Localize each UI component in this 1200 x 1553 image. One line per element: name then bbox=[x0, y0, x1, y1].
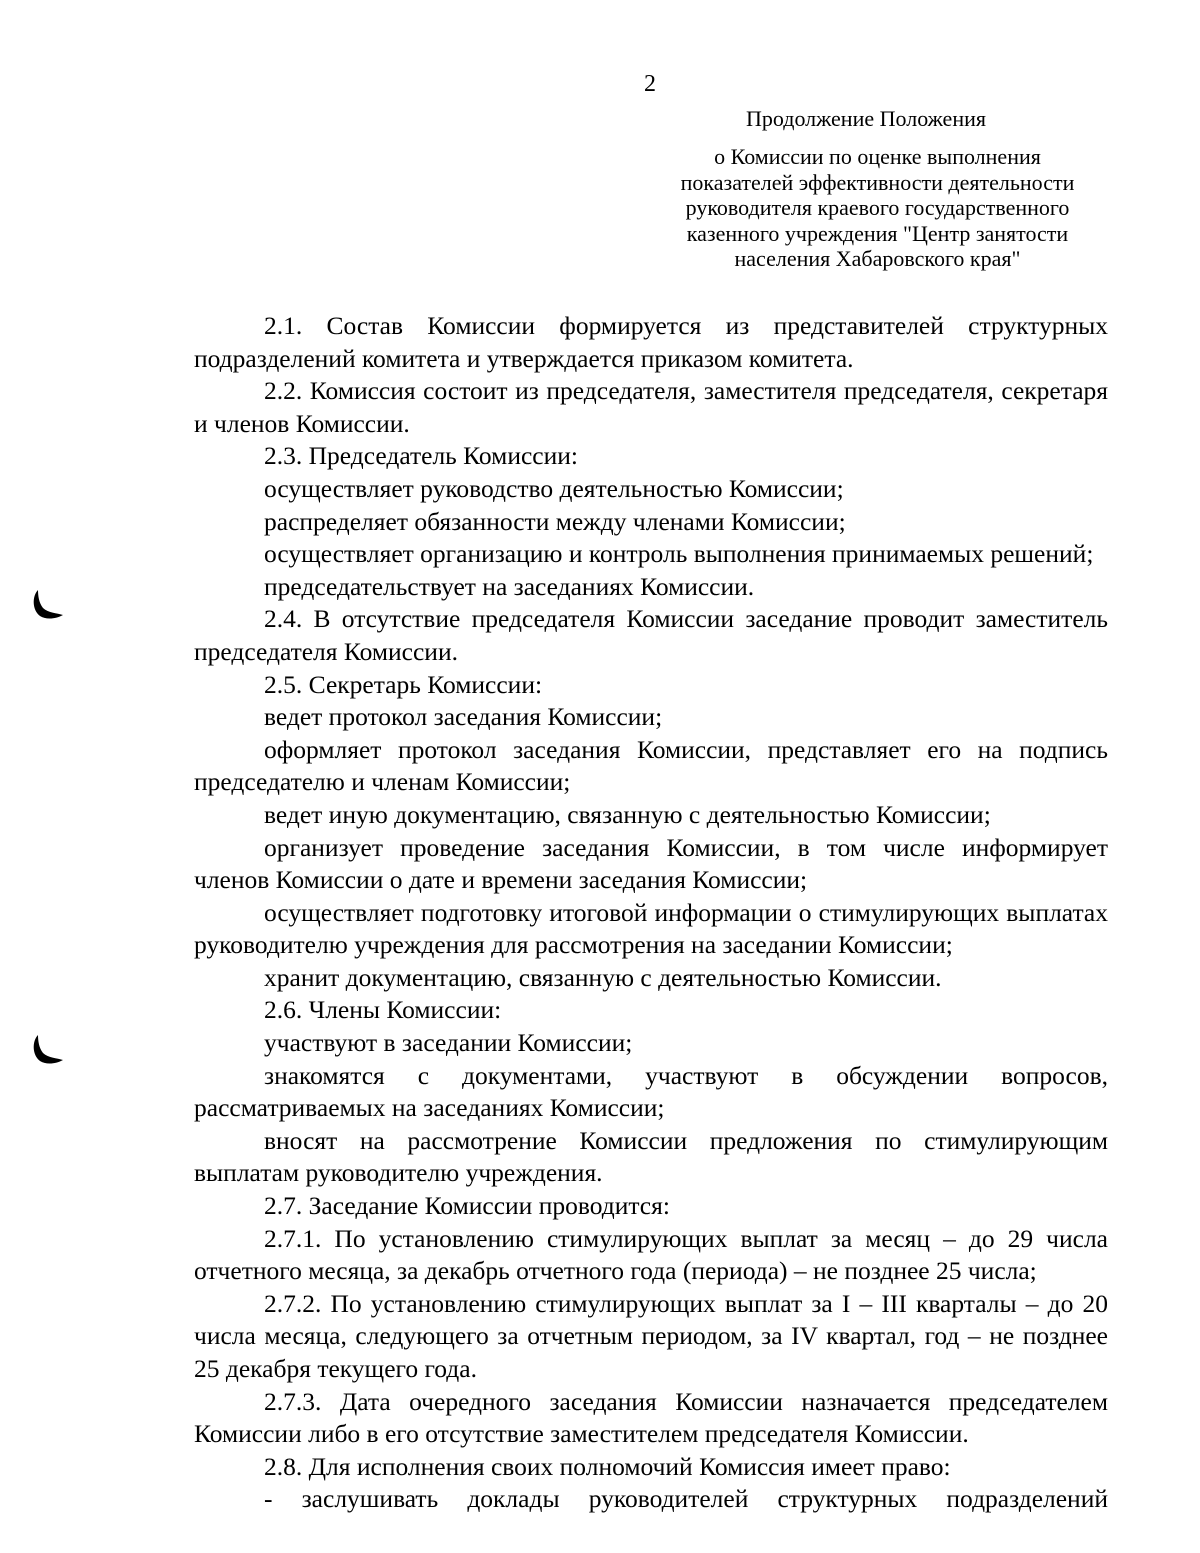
document-body bbox=[194, 310, 1108, 1516]
paragraph: 2.7.3. Дата очередного заседания Комиссии назначается председателем Комиссии либо в его отсутствие заместителем председателя Комиссии. bbox=[194, 1386, 1108, 1449]
header-line: руководителя краевого государственного bbox=[685, 195, 1070, 221]
paragraph: 2.7.2. По установлению стимулирующих выплат за I – III кварталы – до 20 числа месяца, следующего за отчетным периодом, за IV квартал, год – не позднее 25 декабря текущего года. bbox=[194, 1288, 1108, 1383]
header-line: показателей эффективности деятельности bbox=[680, 169, 1075, 195]
paragraph: осуществляет подготовку итоговой информации о стимулирующих выплатах руководителю учреждения для рассмотрения на заседании Комиссии; bbox=[194, 897, 1108, 960]
paragraph: 2.4. В отсутствие председателя Комиссии заседание проводит заместитель председателя Комиссии. bbox=[194, 604, 1108, 666]
paragraph: знакомятся с документами, участвуют в обсуждении вопросов, рассматриваемых на заседаниях Комиссии; bbox=[194, 1060, 1108, 1123]
paragraph: ведет протокол заседания Комиссии; bbox=[264, 702, 663, 732]
paragraph: участвуют в заседании Комиссии; bbox=[264, 1028, 633, 1058]
binder-hole-mark-icon bbox=[30, 588, 64, 620]
paragraph: 2.7. Заседание Комиссии проводится: bbox=[264, 1191, 670, 1221]
paragraph: осуществляет организацию и контроль выполнения принимаемых решений; bbox=[264, 539, 1094, 569]
paragraph: 2.5. Секретарь Комиссии: bbox=[264, 669, 543, 699]
paragraph: - заслушивать доклады руководителей структурных подразделений bbox=[264, 1484, 1108, 1514]
paragraph: ведет иную документацию, связанную с деятельностью Комиссии; bbox=[264, 799, 991, 829]
paragraph: председательствует на заседаниях Комиссии. bbox=[264, 571, 755, 601]
binder-hole-mark-icon bbox=[30, 1033, 64, 1065]
paragraph: 2.2. Комиссия состоит из председателя, заместителя председателя, секретаря и членов Комиссии. bbox=[194, 376, 1108, 438]
paragraph: 2.6. Члены Комиссии: bbox=[264, 995, 502, 1025]
header-block bbox=[655, 144, 1100, 272]
header-line: казенного учреждения "Центр занятости bbox=[686, 220, 1069, 246]
page-number: 2 bbox=[644, 71, 656, 97]
paragraph: распределяет обязанности между членами Комиссии; bbox=[264, 506, 846, 536]
paragraph: 2.7.1. По установлению стимулирующих выплат за месяц – до 29 числа отчетного месяца, за декабрь отчетного года (периода) – не позднее 25 числа; bbox=[194, 1223, 1108, 1286]
header-line: населения Хабаровского края" bbox=[734, 246, 1021, 272]
paragraph: 2.3. Председатель Комиссии: bbox=[264, 441, 578, 471]
paragraph: осуществляет руководство деятельностью Комиссии; bbox=[264, 473, 844, 503]
paragraph: хранит документацию, связанную с деятельностью Комиссии. bbox=[264, 962, 942, 992]
paragraph: вносят на рассмотрение Комиссии предложения по стимулирующим выплатам руководителю учреждения. bbox=[194, 1125, 1108, 1188]
header-title: Продолжение Положения bbox=[746, 106, 986, 131]
paragraph: 2.1. Состав Комиссии формируется из представителей структурных подразделений комитета и утверждается приказом комитета. bbox=[194, 311, 1108, 373]
paragraph: оформляет протокол заседания Комиссии, представляет его на подпись председателю и членам Комиссии; bbox=[194, 734, 1108, 797]
header-line: о Комиссии по оценке выполнения bbox=[714, 144, 1041, 169]
paragraph: организует проведение заседания Комиссии, в том числе информирует членов Комиссии о дате и времени заседания Комиссии; bbox=[194, 832, 1108, 895]
paragraph: 2.8. Для исполнения своих полномочий Комиссия имеет право: bbox=[264, 1451, 951, 1481]
